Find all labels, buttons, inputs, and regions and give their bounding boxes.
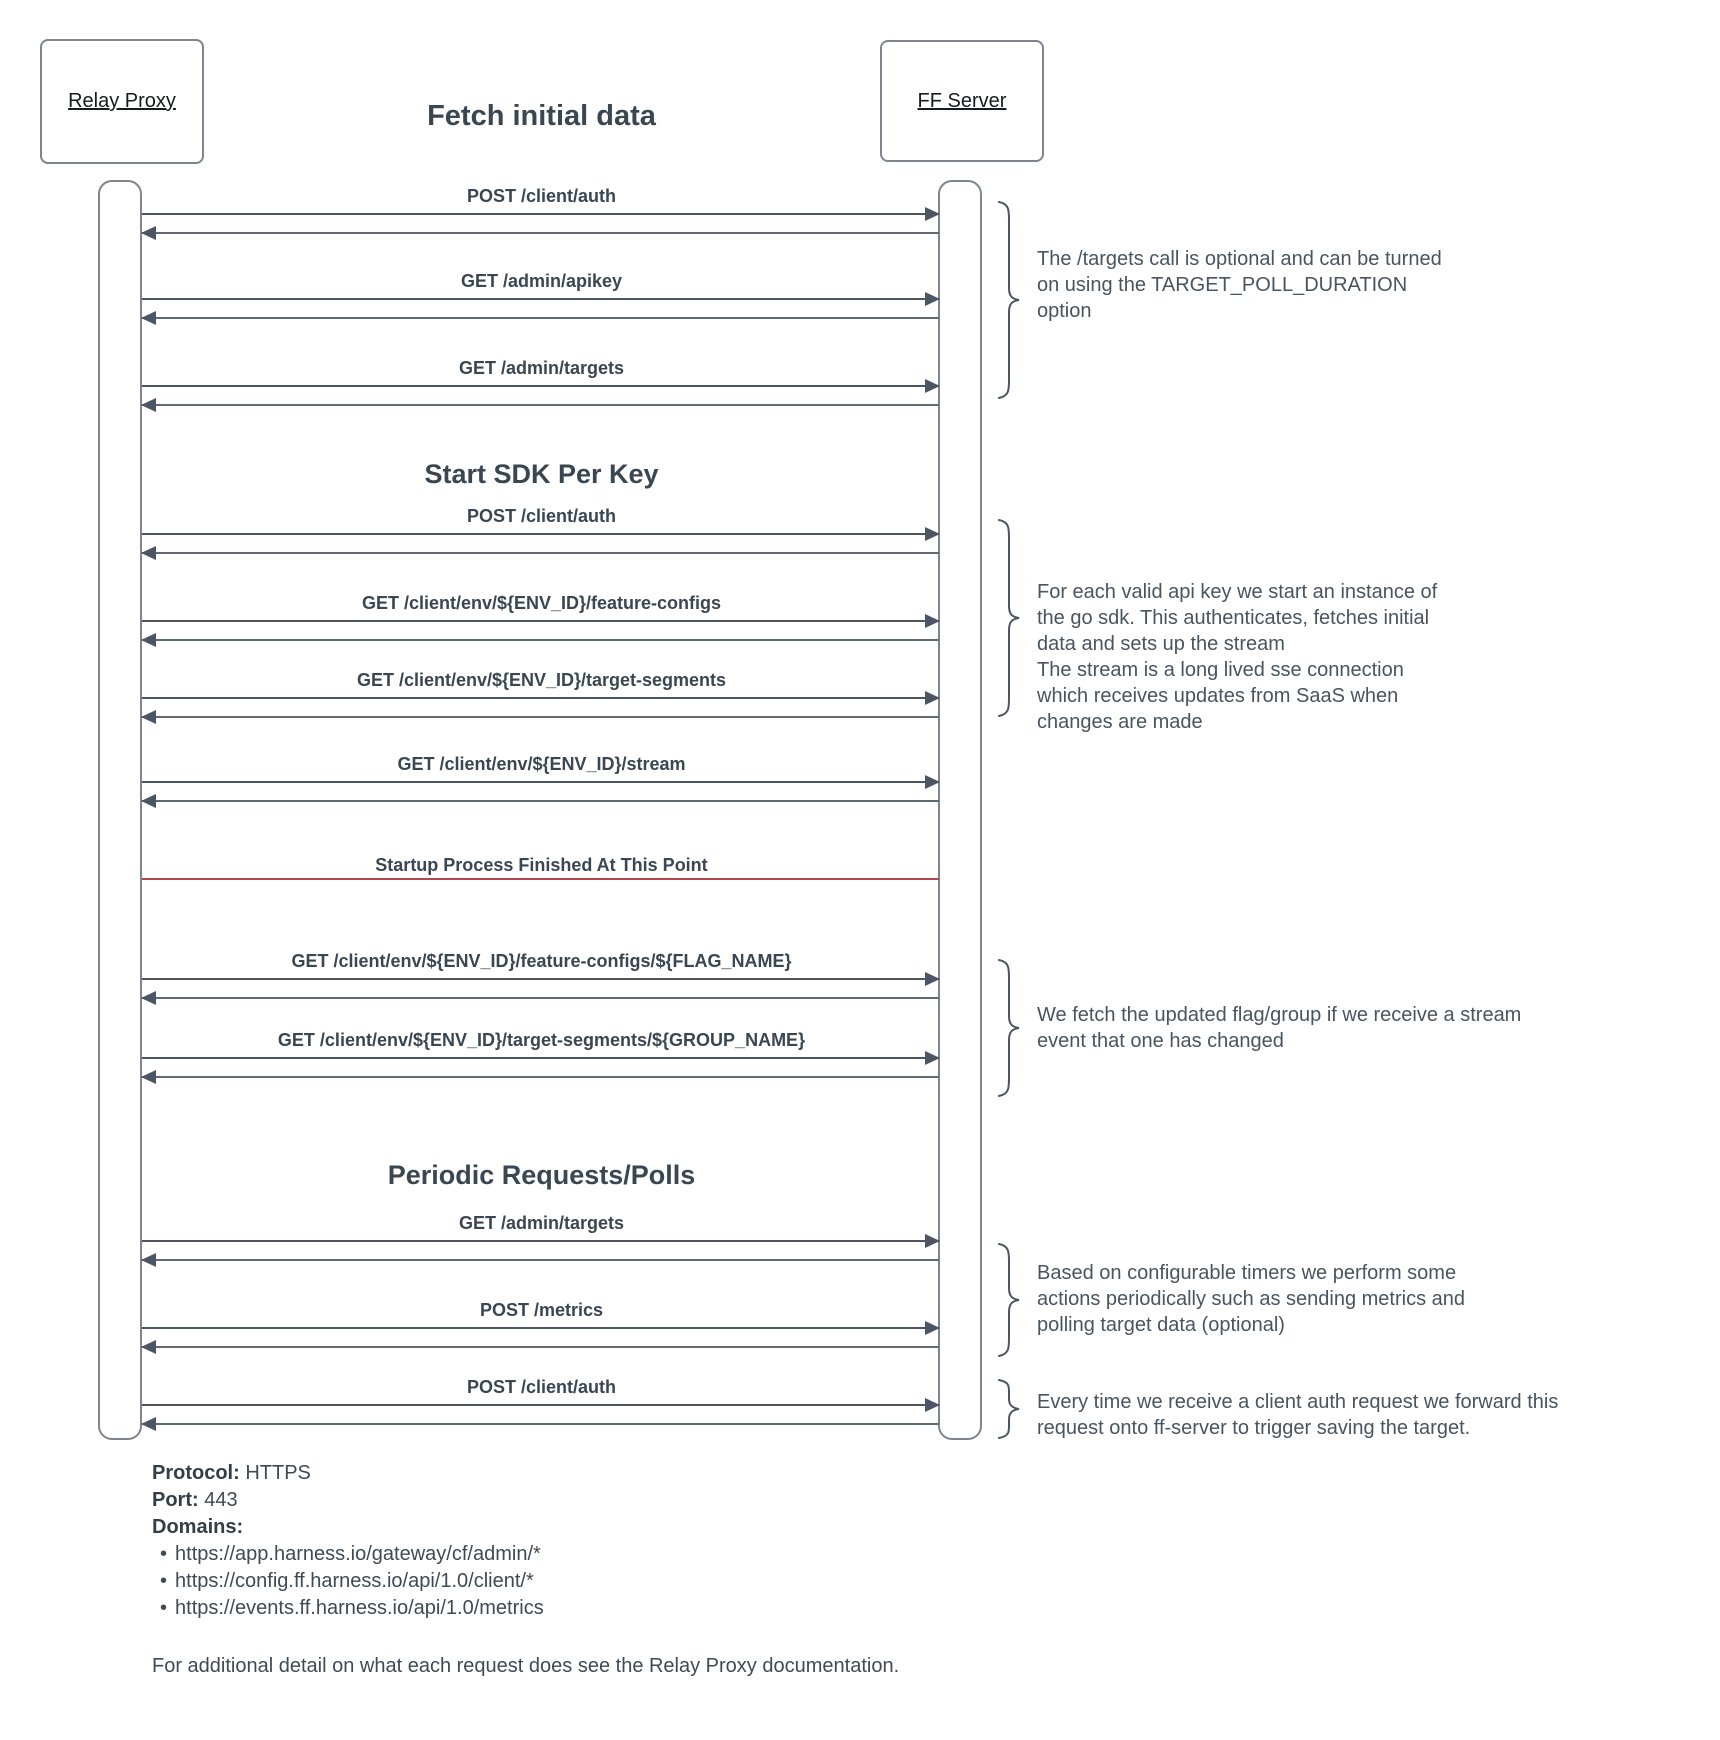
response-arrow (142, 317, 939, 319)
brace-stream-event (996, 958, 1022, 1098)
request-arrow (142, 1240, 939, 1242)
request-arrow (142, 1404, 939, 1406)
startup-finished-label: Startup Process Finished At This Point (375, 855, 708, 875)
request-arrow (142, 533, 939, 535)
request-arrow (142, 697, 939, 699)
connection-details (152, 1460, 544, 1622)
message-get-admin-apikey (0, 271, 1720, 331)
message-label: GET /client/env/${ENV_ID}/feature-configs/${FLAG_NAME} (291, 951, 792, 971)
bullet-icon: • (160, 1597, 168, 1619)
message-label: GET /client/env/${ENV_ID}/stream (397, 754, 686, 774)
response-arrow (142, 1346, 939, 1348)
response-arrow (142, 716, 939, 718)
annotation-client-auth-forward: Every time we receive a client auth request we forward this request onto ff-server to trigger saving the target. (1037, 1391, 1559, 1439)
request-arrow (142, 385, 939, 387)
response-arrow (142, 1076, 939, 1078)
request-arrow (142, 620, 939, 622)
request-arrow (142, 213, 939, 215)
response-arrow (142, 800, 939, 802)
domain-item (152, 1595, 544, 1622)
section-periodic-requests: Periodic Requests/Polls (387, 1160, 696, 1190)
protocol-line (152, 1460, 544, 1487)
message-label: GET /client/env/${ENV_ID}/target-segments (356, 670, 727, 690)
message-label: POST /metrics (479, 1300, 604, 1320)
message-get-stream (0, 754, 1720, 814)
message-post-client-auth-1 (0, 186, 1720, 246)
actor-ff-server-label: FF Server (917, 89, 1007, 112)
response-arrow (142, 1423, 939, 1425)
annotation-periodic-timers: Based on configurable timers we perform some actions periodically such as sending metrics and polling target data (optional) (1037, 1262, 1465, 1336)
request-arrow (142, 978, 939, 980)
annotation-targets-optional: The /targets call is optional and can be turned on using the TARGET_POLL_DURATION option (1037, 248, 1442, 322)
message-get-target-segments (0, 670, 1720, 730)
bullet-icon: • (160, 1570, 168, 1592)
section-start-sdk-per-key: Start SDK Per Key (424, 459, 659, 489)
brace-targets-optional (996, 200, 1022, 400)
annotation-stream-event: We fetch the updated flag/group if we receive a stream event that one has changed (1037, 1004, 1522, 1052)
message-label: GET /client/env/${ENV_ID}/feature-configs (361, 593, 722, 613)
response-arrow (142, 232, 939, 234)
message-label: GET /admin/apikey (460, 271, 623, 291)
protocol-label: Protocol: (152, 1462, 240, 1484)
port-line (152, 1487, 544, 1514)
response-arrow (142, 997, 939, 999)
request-arrow (142, 1057, 939, 1059)
message-label: POST /client/auth (466, 186, 617, 206)
domain-url: https://app.harness.io/gateway/cf/admin/* (175, 1543, 541, 1565)
domains-label: Domains: (152, 1516, 244, 1538)
response-arrow (142, 1259, 939, 1261)
port-label: Port: (152, 1489, 199, 1511)
brace-periodic-timers (996, 1242, 1022, 1358)
message-label: POST /client/auth (466, 1377, 617, 1397)
annotation-sdk-instance: For each valid api key we start an instance of the go sdk. This authenticates, fetches initial data and sets up the stream The stream is a long lived sse connection which receives updates from SaaS when changes are made (1037, 581, 1438, 733)
response-arrow (142, 639, 939, 641)
message-label: POST /client/auth (466, 506, 617, 526)
domain-item (152, 1541, 544, 1568)
bullet-icon: • (160, 1543, 168, 1565)
domain-url: https://events.ff.harness.io/api/1.0/metrics (175, 1597, 544, 1619)
request-arrow (142, 1327, 939, 1329)
message-label: GET /admin/targets (458, 358, 625, 378)
message-post-client-auth-2 (0, 506, 1720, 566)
brace-client-auth-forward (996, 1378, 1022, 1440)
brace-sdk-instance (996, 518, 1022, 718)
actor-relay-proxy-label: Relay Proxy (68, 90, 176, 112)
message-label: GET /admin/targets (458, 1213, 625, 1233)
response-arrow (142, 404, 939, 406)
documentation-note: For additional detail on what each request does see the Relay Proxy documentation. (152, 1655, 900, 1677)
message-label: GET /client/env/${ENV_ID}/target-segments/${GROUP_NAME} (277, 1030, 806, 1050)
domain-item (152, 1568, 544, 1595)
diagram-title: Fetch initial data (427, 100, 656, 132)
request-arrow (142, 298, 939, 300)
port-value: 443 (204, 1489, 238, 1511)
startup-finished-line (142, 878, 939, 880)
response-arrow (142, 552, 939, 554)
domain-url: https://config.ff.harness.io/api/1.0/client/* (175, 1570, 534, 1592)
message-get-admin-targets-1 (0, 358, 1720, 418)
request-arrow (142, 781, 939, 783)
message-get-feature-configs (0, 593, 1720, 653)
protocol-value: HTTPS (245, 1462, 311, 1484)
